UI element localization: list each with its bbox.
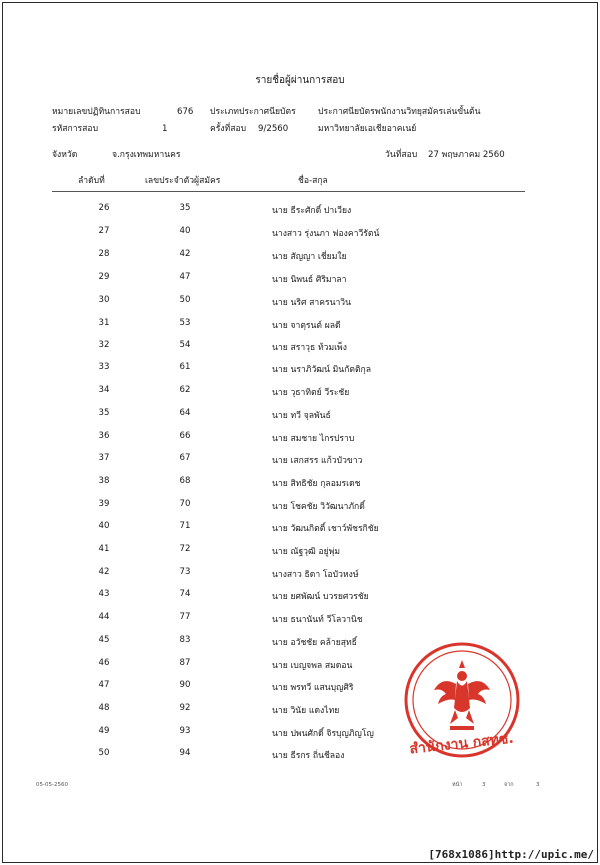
row-id: 94 [179,748,191,758]
image-watermark: [768x1086]http://upic.me/ [428,848,594,861]
row-id: 90 [179,680,191,690]
table-row [0,453,600,467]
row-id: 71 [179,521,191,531]
garuda-emblem-icon [434,660,490,730]
col-header-id: เลขประจำตัวผู้สมัคร [145,176,221,186]
row-no: 44 [98,612,110,622]
row-name: นาย นริศ สาครนาวิน [272,298,351,308]
table-row [0,272,600,286]
row-id: 50 [179,295,191,305]
row-no: 47 [98,680,110,690]
row-id: 61 [179,362,191,372]
row-id: 67 [179,453,191,463]
round-value: 9/2560 [258,124,289,134]
row-name: นาย พรทวี แสนบุญศิริ [272,683,354,693]
row-id: 74 [179,589,191,599]
row-no: 45 [98,635,110,645]
row-name: นาย นราภิวัฒน์ มินกัตติกุล [272,365,372,375]
province-label: จังหวัด [52,150,78,160]
row-id: 40 [179,226,191,236]
row-id: 68 [179,476,191,486]
row-id: 93 [179,726,191,736]
table-row [0,521,600,535]
row-name: นาย สัญญา เชี่ยมใย [272,252,347,262]
table-row [0,476,600,490]
row-name: นาย เบญจพล สมดอน [272,661,353,671]
row-id: 92 [179,703,191,713]
round-label: ครั้งที่สอบ [210,124,247,134]
row-no: 33 [98,362,110,372]
row-no: 32 [98,340,110,350]
province-value: จ.กรุงเทพมหานคร [112,150,181,160]
row-no: 31 [98,318,110,328]
table-row [0,362,600,376]
row-name: นาย ธนานันท์ วีโลวานิช [272,615,363,625]
col-header-no: ลำดับที่ [78,176,105,186]
row-id: 62 [179,385,191,395]
row-name: นางสาว รุ่งนภา ฟองคาวีรัตน์ [272,229,380,239]
row-name: นาย ธีระศักดิ์ ปาเวียง [272,206,352,216]
row-no: 40 [98,521,110,531]
row-no: 39 [98,499,110,509]
row-no: 35 [98,408,110,418]
table-row [0,226,600,240]
row-id: 87 [179,658,191,668]
exam-code-label: รหัสการสอบ [52,124,99,134]
row-no: 42 [98,567,110,577]
exam-code: 1 [162,124,168,134]
office-stamp [400,638,525,768]
row-id: 72 [179,544,191,554]
row-id: 77 [179,612,191,622]
announce-label: ประเภทประกาศนียบัตร [210,107,296,117]
table-row [0,612,600,626]
row-no: 43 [98,589,110,599]
row-name: นาย โชคชัย วิวัฒนาภักดิ์ [272,502,365,512]
row-no: 50 [98,748,110,758]
table-row [0,203,600,217]
row-name: นาย วัฒนกิตติ์ เชาว์พัชรกิชัย [272,524,379,534]
row-no: 46 [98,658,110,668]
page-of-label: จาก [504,782,514,788]
row-id: 47 [179,272,191,282]
row-name: นาย วุธาทิตย์ วีระชัย [272,388,350,398]
table-row [0,295,600,309]
row-name: นาย สิทธิชัย กุลอมรเดช [272,479,361,489]
row-id: 70 [179,499,191,509]
row-name: นาย สราวุธ ท้วมเพ็ง [272,343,347,353]
row-id: 54 [179,340,191,350]
row-id: 53 [179,318,191,328]
table-row [0,385,600,399]
row-name: นาย วินัย แดงไทย [272,706,340,716]
table-row [0,567,600,581]
table-row [0,499,600,513]
table-row [0,318,600,332]
announce-value: ประกาศนียบัตรพนักงานวิทยุสมัครเล่นขั้นต้น [318,107,481,117]
row-no: 29 [98,272,110,282]
row-id: 42 [179,249,191,259]
row-id: 66 [179,431,191,441]
row-no: 48 [98,703,110,713]
table-row [0,249,600,263]
date-value: 27 พฤษภาคม 2560 [428,150,505,160]
row-name: นาย ทวี จุลพันธ์ [272,411,331,421]
row-no: 27 [98,226,110,236]
row-no: 36 [98,431,110,441]
date-label: วันที่สอบ [385,150,418,160]
row-name: นาย จาตุรนต์ ผลดี [272,321,341,331]
row-name: นาย ณัฐวุฒิ อยู่พุ่ม [272,547,341,557]
table-row [0,544,600,558]
row-id: 73 [179,567,191,577]
row-id: 83 [179,635,191,645]
col-header-name: ชื่อ-สกุล [298,176,328,186]
row-no: 34 [98,385,110,395]
table-row [0,408,600,422]
page-title: รายชื่อผู้ผ่านการสอบ [255,75,345,86]
schedule-label: หมายเลขปฏิทินการสอบ [52,107,141,117]
row-name: นาย อวัชชัย คล้ายสุทธิ์ [272,638,357,648]
header-divider [52,191,525,192]
venue: มหาวิทยาลัยเอเชียอาคเนย์ [318,124,417,134]
table-row [0,589,600,603]
row-name: นาย ยศพัฒน์ บวรยศวรชัย [272,592,369,602]
row-no: 41 [98,544,110,554]
row-id: 64 [179,408,191,418]
row-name: นาย นิพนธ์ ศิริมาลา [272,275,347,285]
page-label: หน้า [452,782,463,788]
print-date: 05-05-2560 [36,782,68,788]
page-total: 3 [536,782,540,788]
row-name: นางสาว ธิดา โอบัวหงษ์ [272,570,359,580]
schedule-no: 676 [177,107,194,117]
stamp-text: สำนักงาน กสทช. [408,730,515,758]
row-no: 37 [98,453,110,463]
row-no: 49 [98,726,110,736]
row-name: นาย สมชาย ไกรปราบ [272,434,355,444]
row-no: 30 [98,295,110,305]
row-no: 26 [98,203,110,213]
row-no: 38 [98,476,110,486]
row-name: นาย ปพนศักดิ์ จิรบุญภิญโญ [272,729,374,739]
row-name: นาย ธีรกร ถิ่นชีลอง [272,751,345,761]
row-no: 28 [98,249,110,259]
table-row [0,431,600,445]
table-row [0,340,600,354]
row-id: 35 [179,203,191,213]
row-name: นาย เสกสรร แก้วบัวขาว [272,456,363,466]
page-number: 3 [482,782,486,788]
